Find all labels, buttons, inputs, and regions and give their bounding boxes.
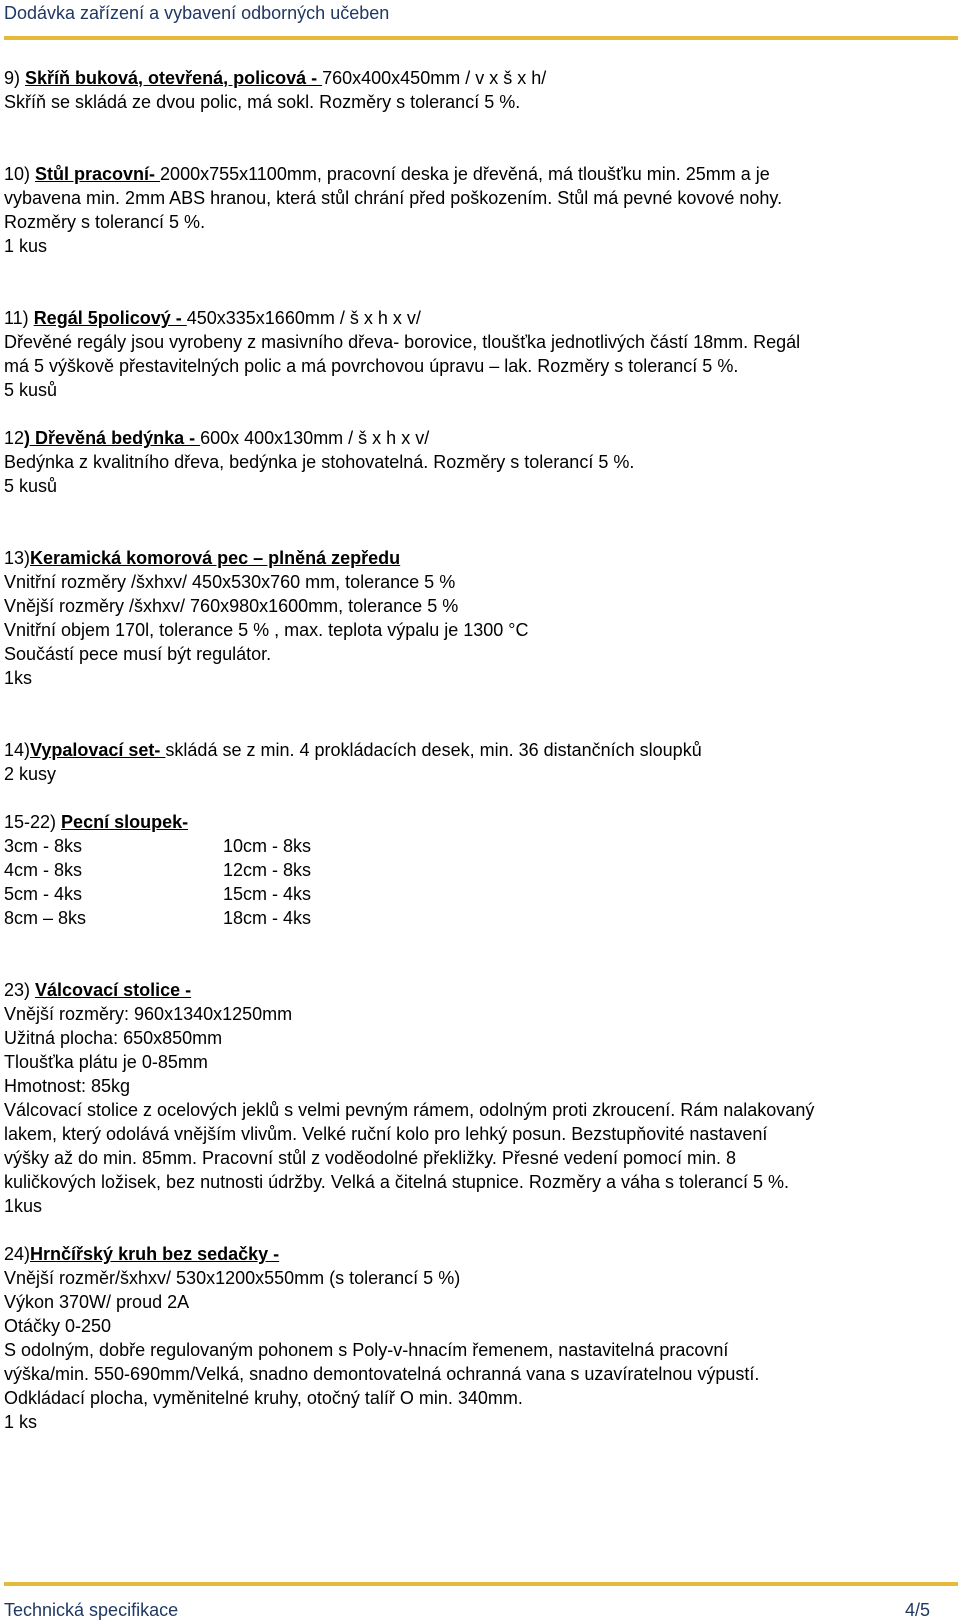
item-23-desc-2: Užitná plocha: 650x850mm xyxy=(4,1028,223,1048)
item-23-desc-8: kuličkových ložisek, bez nutnosti údržby. Velká a čitelná stupnice. Rozměry a váha s tolerancí 5 %. xyxy=(4,1172,790,1192)
spacer xyxy=(4,690,956,714)
spacer xyxy=(4,1218,956,1242)
item-24-desc-3: Otáčky 0-250 xyxy=(4,1316,112,1336)
item-15-22-number: 15-22) xyxy=(4,812,62,832)
item-23-desc-4: Hmotnost: 85kg xyxy=(4,1076,131,1096)
item-15-22-heading xyxy=(4,810,956,834)
item-23-desc-1: Vnější rozměry: 960x1340x1250mm xyxy=(4,1004,293,1024)
item-24-number: 24) xyxy=(4,1244,31,1264)
spacer xyxy=(4,954,956,978)
item-12-number: 12 xyxy=(4,428,25,448)
item-9-dims: 760x400x450mm / v x š x h/ xyxy=(322,68,547,88)
item-11-name: Regál 5policový - xyxy=(33,308,187,328)
item-14-quantity: 2 kusy xyxy=(4,764,57,784)
item-11-quantity: 5 kusů xyxy=(4,380,58,400)
spacer xyxy=(4,138,956,162)
item-24-desc-6: Odkládací plocha, vyměnitelné kruhy, otočný talíř O min. 340mm. xyxy=(4,1388,523,1408)
spacer xyxy=(4,402,956,426)
item-24-desc-4: S odolným, dobře regulovaným pohonem s Poly-v-hnacím řemenem, nastavitelná pracovní xyxy=(4,1340,729,1360)
item-11-desc-1: Dřevěné regály jsou vyrobeny z masivního dřeva- borovice, tloušťka jednotlivých částí 18mm. Regál xyxy=(4,332,801,352)
item-12-heading xyxy=(4,426,956,450)
spacer xyxy=(4,786,956,810)
item-23-heading xyxy=(4,978,956,1002)
sloupek-row xyxy=(4,858,956,882)
item-24-desc-2: Výkon 370W/ proud 2A xyxy=(4,1292,190,1312)
item-12-quantity: 5 kusů xyxy=(4,476,58,496)
item-9-heading xyxy=(4,66,956,90)
sloupek-size-a: 8cm – 8ks xyxy=(4,908,87,928)
item-23-desc-7: výšky až do min. 85mm. Pracovní stůl z voděodolné překližky. Přesné vedení pomocí min. 8 xyxy=(4,1148,736,1168)
sloupek-size-a: 3cm - 8ks xyxy=(4,836,83,856)
item-23-desc-5: Válcovací stolice z ocelových jeklů s velmi pevným rámem, odolným proti zkroucení. Rám nalakovaný xyxy=(4,1100,815,1120)
spacer xyxy=(4,930,956,954)
item-13-quantity: 1ks xyxy=(4,668,33,688)
item-9-number: 9) xyxy=(4,68,26,88)
item-14-desc: skládá se z min. 4 prokládacích desek, min. 36 distančních sloupků xyxy=(165,740,702,760)
spacer xyxy=(4,258,956,282)
item-23-quantity: 1kus xyxy=(4,1196,43,1216)
item-11-dims: 450x335x1660mm / š x h x v/ xyxy=(186,308,421,328)
item-10-heading xyxy=(4,162,956,186)
item-15-22-name: Pecní sloupek- xyxy=(61,812,189,832)
sloupek-size-a: 4cm - 8ks xyxy=(4,860,83,880)
item-23-name: Válcovací stolice - xyxy=(35,980,192,1000)
header-rule xyxy=(4,36,958,40)
item-10-name: Stůl pracovní- xyxy=(35,164,161,184)
item-24-name: Hrnčířský kruh bez sedačky - xyxy=(30,1244,280,1264)
item-12-dims: 600x 400x130mm / š x h x v/ xyxy=(200,428,430,448)
item-24-heading xyxy=(4,1242,956,1266)
item-10-number: 10) xyxy=(4,164,36,184)
item-9-desc: Skříň se skládá ze dvou polic, má sokl. Rozměry s tolerancí 5 %. xyxy=(4,92,521,112)
item-13-heading xyxy=(4,546,956,570)
item-10-desc-1: 2000x755x1100mm, pracovní deska je dřevěná, má tloušťku min. 25mm a je xyxy=(160,164,770,184)
item-9-name: Skříň buková, otevřená, policová - xyxy=(25,68,323,88)
footer-title: Technická specifikace xyxy=(4,1600,179,1620)
item-13-number: 13) xyxy=(4,548,31,568)
item-10-desc-2: vybavena min. 2mm ABS hranou, která stůl chrání před poškozením. Stůl má pevné kovové nohy. xyxy=(4,188,783,208)
item-14-name: Vypalovací set- xyxy=(30,740,166,760)
item-12-name: ) Dřevěná bedýnka - xyxy=(24,428,201,448)
item-14-heading xyxy=(4,738,956,762)
item-11-desc-2: má 5 výškově přestavitelných polic a má povrchovou úpravu – lak. Rozměry s tolerancí 5 %. xyxy=(4,356,739,376)
item-11-heading xyxy=(4,306,956,330)
item-14-number: 14) xyxy=(4,740,31,760)
item-10-quantity: 1 kus xyxy=(4,236,48,256)
item-11-number: 11) xyxy=(4,308,34,328)
sloupek-size-b: 15cm - 4ks xyxy=(223,884,312,904)
spacer xyxy=(4,714,956,738)
item-13-desc-4: Součástí pece musí být regulátor. xyxy=(4,644,272,664)
item-23-desc-3: Tloušťka plátu je 0-85mm xyxy=(4,1052,208,1072)
sloupek-size-b: 12cm - 8ks xyxy=(223,860,312,880)
sloupek-size-b: 10cm - 8ks xyxy=(223,836,312,856)
item-24-desc-1: Vnější rozměr/šxhxv/ 530x1200x550mm (s tolerancí 5 %) xyxy=(4,1268,461,1288)
item-13-desc-1: Vnitřní rozměry /šxhxv/ 450x530x760 mm, tolerance 5 % xyxy=(4,572,456,592)
sloupek-row xyxy=(4,882,956,906)
page-number: 4/5 xyxy=(904,1600,930,1620)
item-13-desc-3: Vnitřní objem 170l, tolerance 5 % , max. teplota výpalu je 1300 °C xyxy=(4,620,529,640)
spacer xyxy=(4,282,956,306)
item-12-desc: Bedýnka z kvalitního dřeva, bedýnka je stohovatelná. Rozměry s tolerancí 5 %. xyxy=(4,452,635,472)
sloupek-size-b: 18cm - 4ks xyxy=(223,908,312,928)
item-13-name: Keramická komorová pec – plněná zepředu xyxy=(30,548,401,568)
item-13-desc-2: Vnější rozměry /šxhxv/ 760x980x1600mm, tolerance 5 % xyxy=(4,596,459,616)
spacer xyxy=(4,114,956,138)
spacer xyxy=(4,522,956,546)
item-24-desc-5: výška/min. 550-690mm/Velká, snadno demontovatelná ochranná vana s uzavíratelnou výpustí. xyxy=(4,1364,760,1384)
sloupek-row xyxy=(4,906,956,930)
sloupek-row xyxy=(4,834,956,858)
item-10-desc-3: Rozměry s tolerancí 5 %. xyxy=(4,212,206,232)
spacer xyxy=(4,498,956,522)
header-title: Dodávka zařízení a vybavení odborných učeben xyxy=(4,3,390,23)
sloupek-size-a: 5cm - 4ks xyxy=(4,884,83,904)
document-body xyxy=(4,66,956,1434)
item-24-quantity: 1 ks xyxy=(4,1412,38,1432)
footer-rule xyxy=(4,1582,958,1586)
item-23-desc-6: lakem, který odolává vnějším vlivům. Velké ruční kolo pro lehký posun. Bezstupňovité nastavení xyxy=(4,1124,768,1144)
item-23-number: 23) xyxy=(4,980,36,1000)
